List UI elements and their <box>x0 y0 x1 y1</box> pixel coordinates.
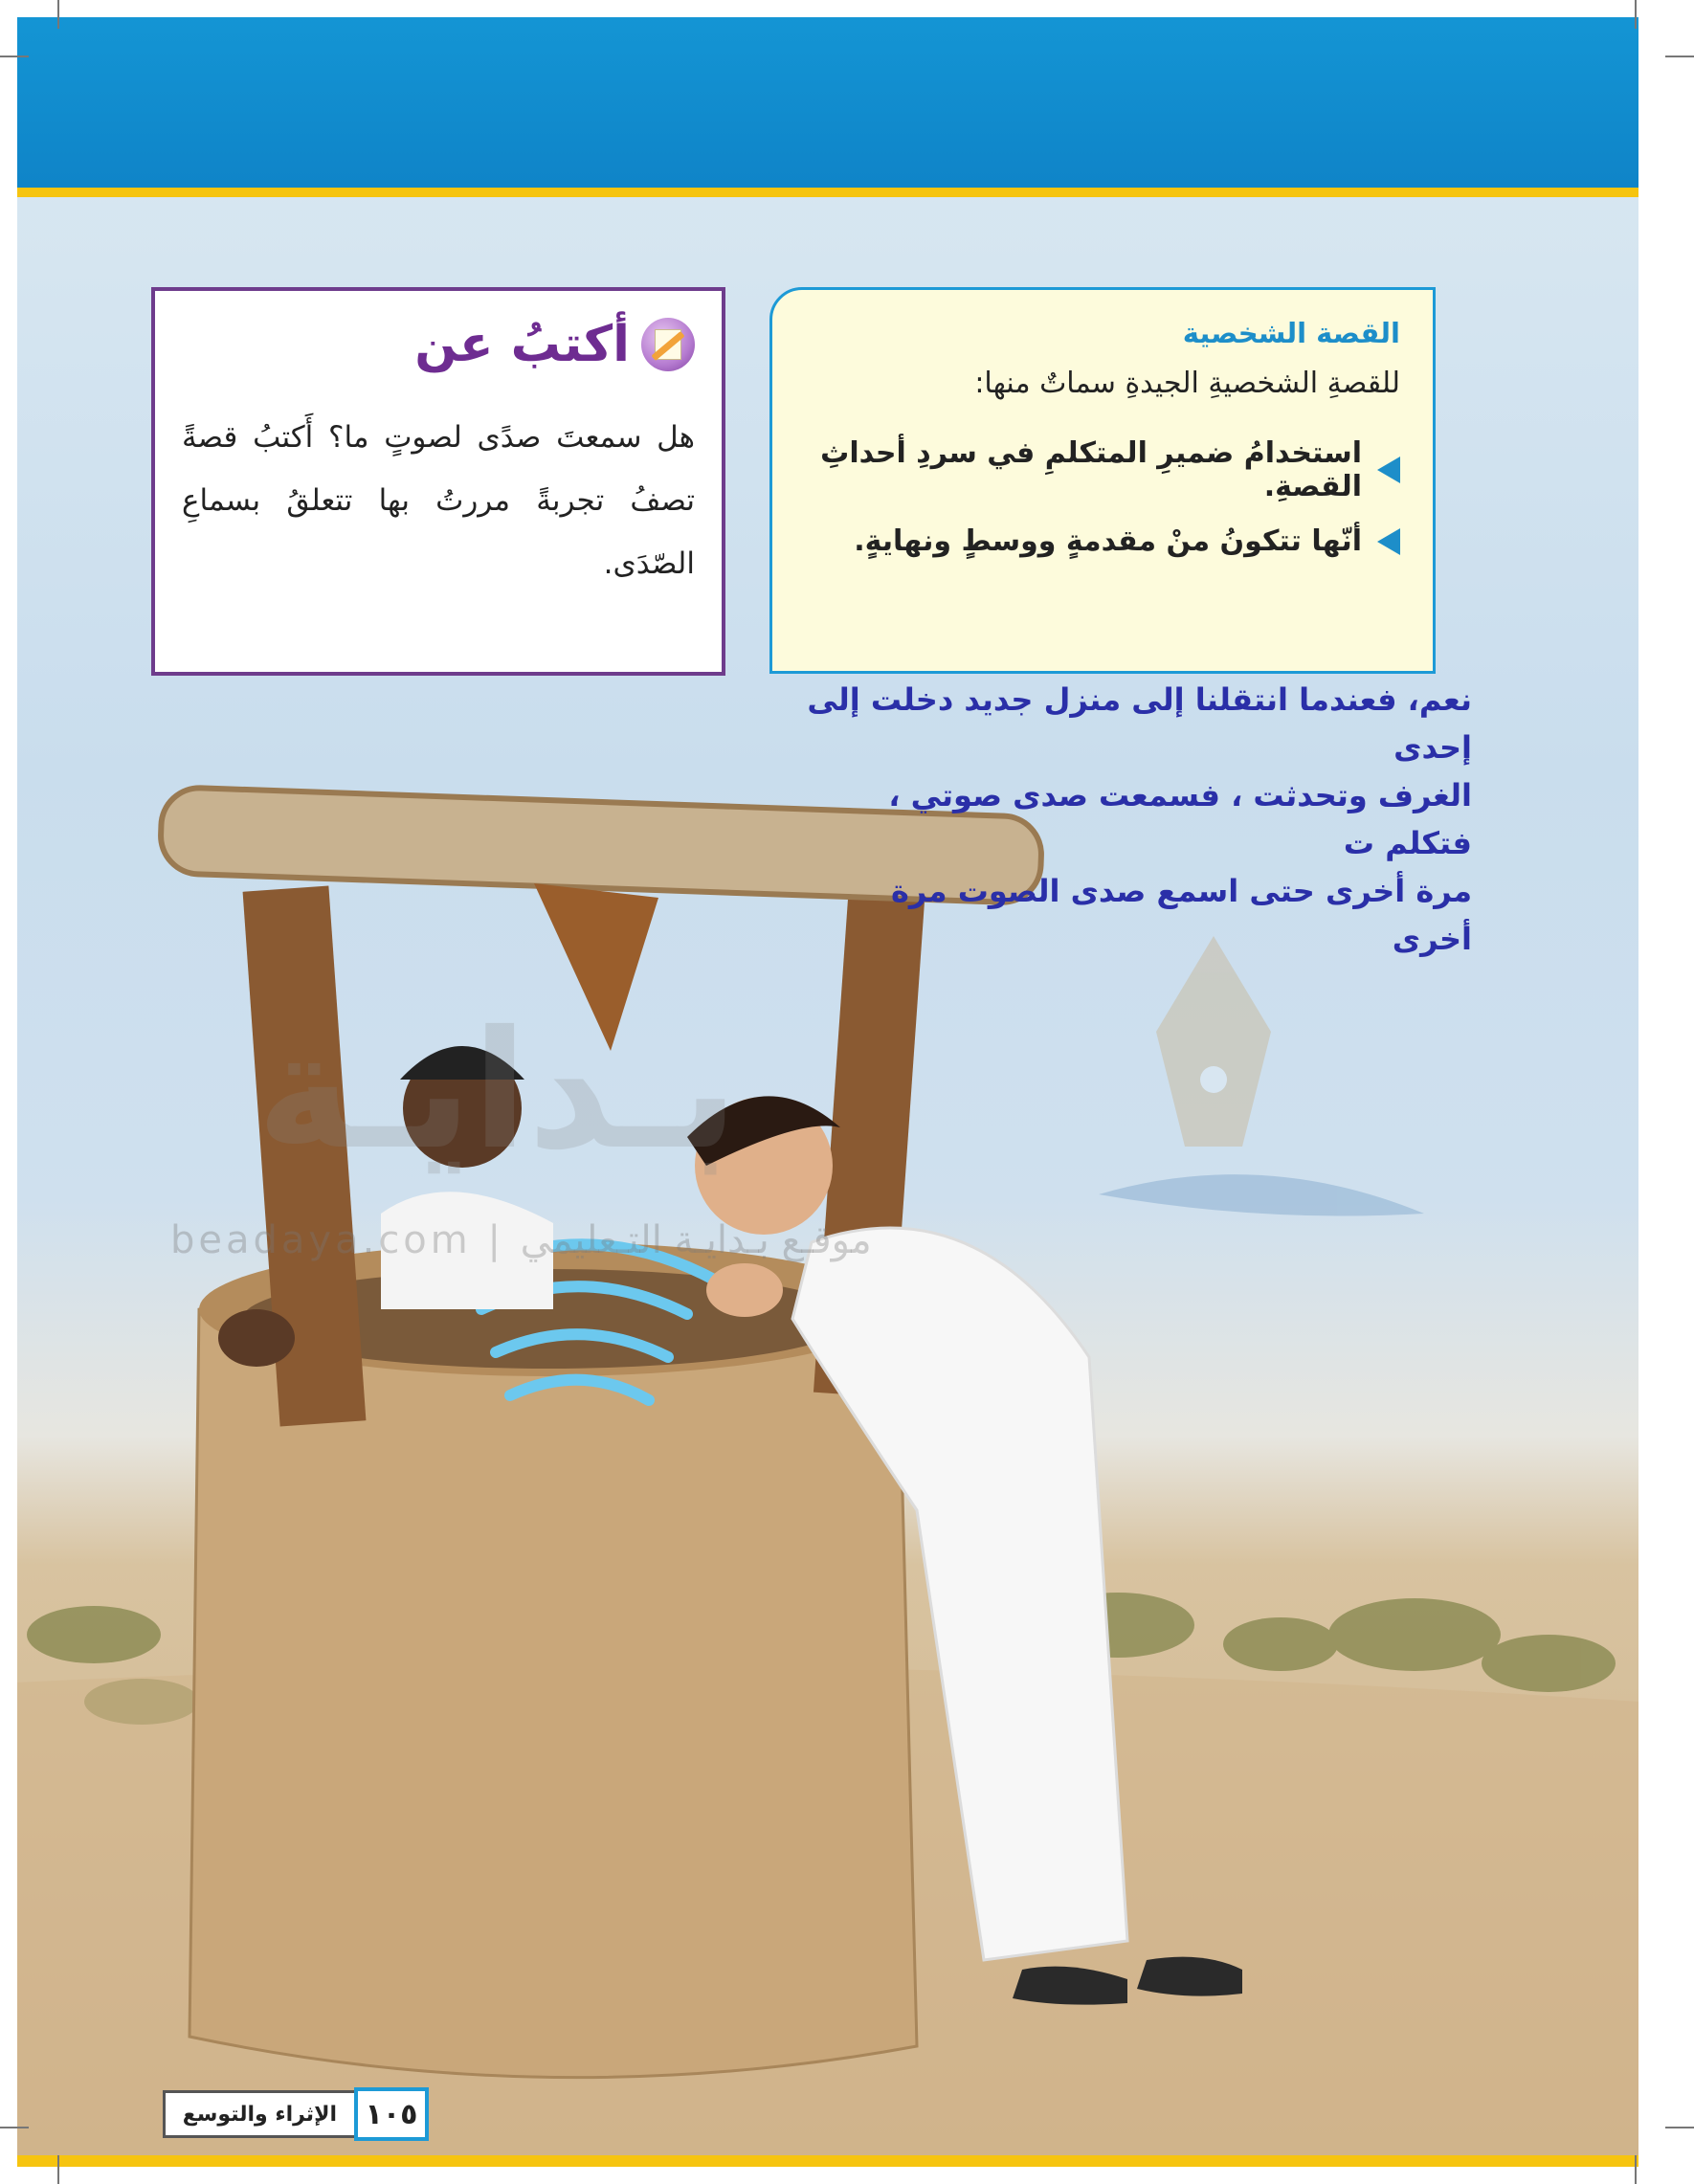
write-box-prompt: هل سمعتَ صدًى لصوتٍ ما؟ أَكتبُ قصةً تصفُ تجربةً مررتُ بها تتعلقُ بسماعِ الصّدَى. <box>182 420 695 581</box>
answer-line: نعم، فعندما انتقلنا إلى منزل جديد دخلت إلى إحدى <box>807 681 1472 766</box>
section-label: الإثراء والتوسع <box>163 2090 354 2138</box>
pencil-paper-icon <box>641 318 695 371</box>
answer-line: الغرف وتحدثت ، فسمعت صدى صوتي ، فتكلم ت <box>888 777 1472 861</box>
page-number: ١٠٥ <box>354 2087 429 2141</box>
bullet-triangle-icon <box>1377 528 1400 555</box>
info-bullet-text: أنّها تتكونُ منْ مقدمةٍ ووسطٍ ونهايةٍ. <box>854 524 1362 558</box>
crop-mark <box>0 56 29 57</box>
info-box-title: القصة الشخصية <box>1182 317 1400 349</box>
crop-mark <box>1635 2155 1637 2184</box>
personal-story-box <box>769 287 1436 674</box>
info-bullet <box>791 436 1400 503</box>
info-bullet <box>791 524 1400 558</box>
watermark-text: beadaya.com | موقـع بـدايـة التـعليمي <box>170 1218 872 1262</box>
info-box-intro: للقصةِ الشخصيةِ الجيدةِ سماتٌ منها: <box>974 367 1400 400</box>
footer-accent-line <box>17 2155 1638 2167</box>
bullet-triangle-icon <box>1377 457 1400 483</box>
write-box-header <box>182 316 695 373</box>
svg-text:بـدايـة: بـدايـة <box>256 996 739 1186</box>
info-bullet-text: استخدامُ ضميرِ المتكلمِ في سردِ أحداثِ القصةِ. <box>820 436 1362 503</box>
crop-mark <box>1665 56 1694 57</box>
student-answer <box>802 676 1472 963</box>
write-box-title: أكتبُ عن <box>414 316 630 373</box>
write-about-box <box>151 287 725 676</box>
crop-mark <box>57 0 59 29</box>
answer-line: مرة أخرى حتى اسمع صدى الصوت مرة أخرى <box>890 873 1472 957</box>
page-footer <box>17 2084 429 2144</box>
textbook-page <box>17 17 1638 2167</box>
crop-mark <box>1665 2127 1694 2128</box>
crop-mark <box>0 2127 29 2128</box>
crop-mark <box>57 2155 59 2184</box>
crop-mark <box>1635 0 1637 29</box>
